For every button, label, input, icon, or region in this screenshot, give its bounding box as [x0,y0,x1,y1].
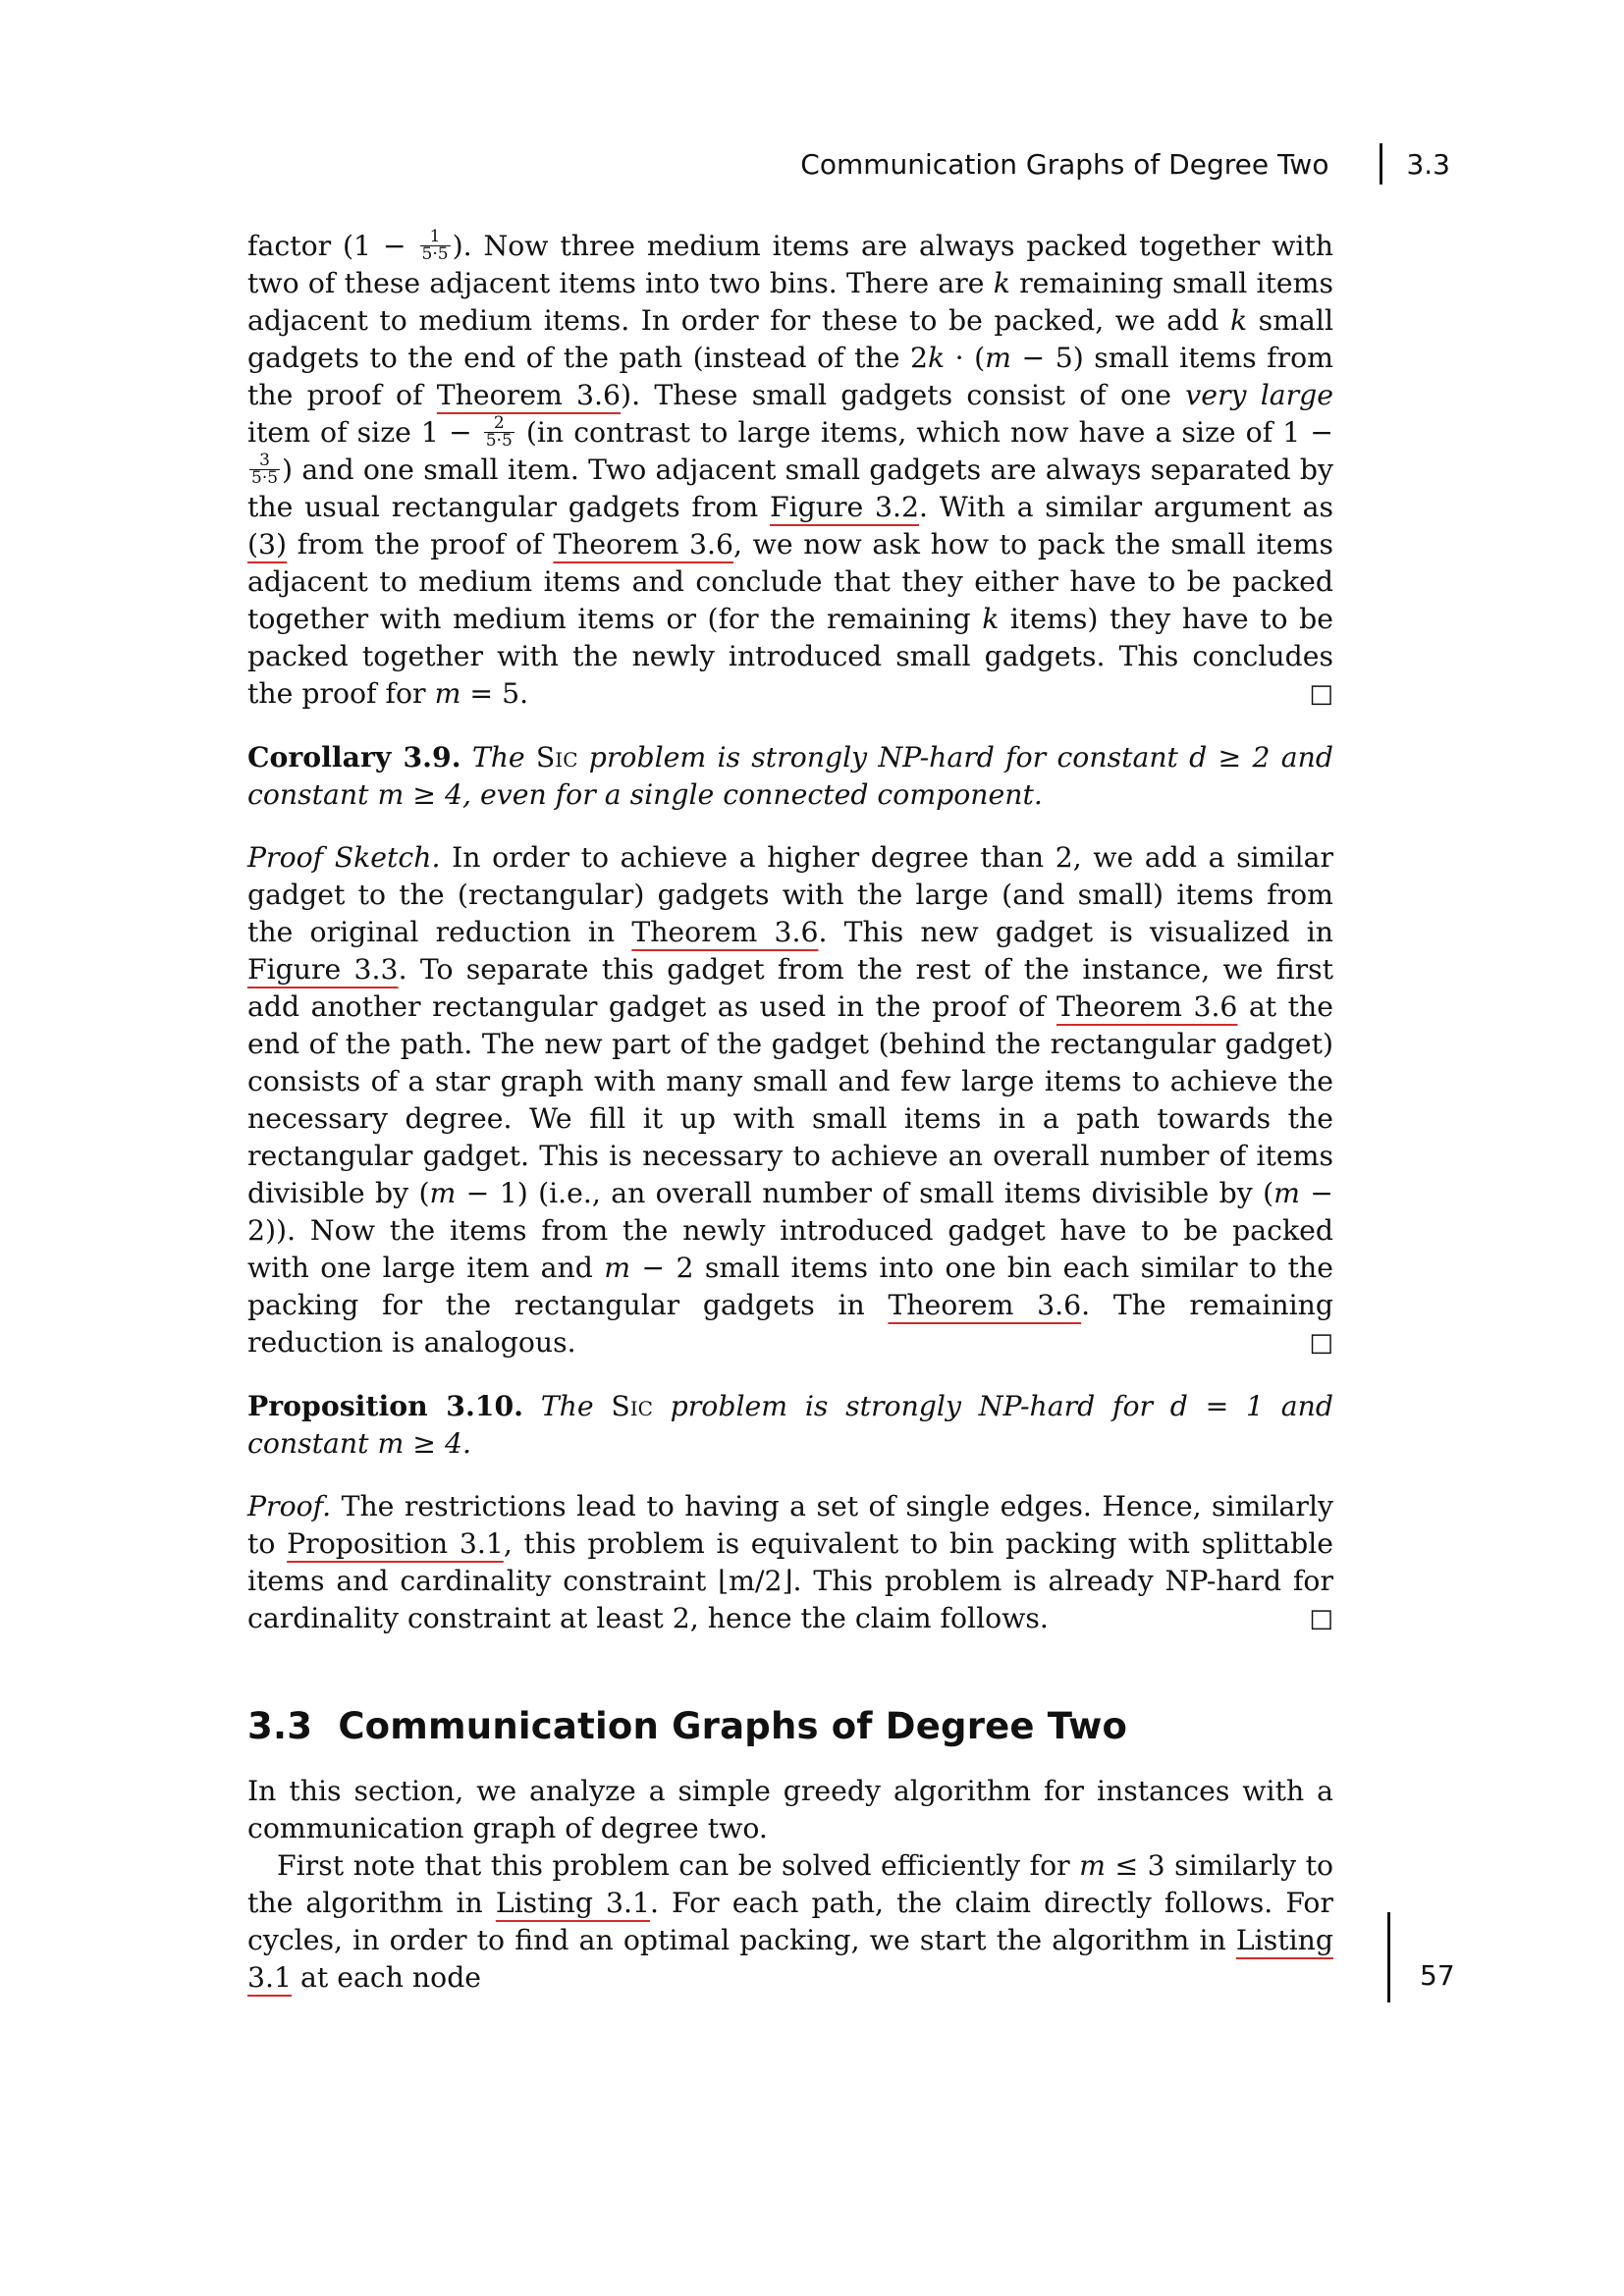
math-var: m [429,1177,457,1209]
text-run: . This new gadget is visualized in [818,916,1333,948]
corollary-label: Corollary 3.9. [247,740,461,774]
text-run: First note that this problem can be solved efficiently for [277,1849,1080,1882]
proposition-3-1-link[interactable]: Proposition 3.1 [287,1527,504,1560]
text-run: The restrictions lead to having a set of single edges. Hence, similarly to [247,1490,1333,1560]
problem-name: Sic [535,741,578,774]
fraction-numerator: 3 [249,453,280,470]
paragraph-continuation [247,228,1333,713]
equation-3-link[interactable]: (3) [247,528,288,561]
running-head-divider [1380,143,1382,185]
math-var: m [434,677,461,710]
qed-symbol: □ [1309,679,1333,709]
qed-symbol: □ [1309,1604,1333,1633]
math-var: k [982,603,1000,635]
text-run: . With a similar argument as [919,491,1333,523]
text-run: problem is strongly NP-hard for d = 1 and constant m ≥ 4. [247,1390,1333,1460]
math-var: m [604,1252,631,1284]
text-run: The [460,741,536,774]
running-head-section-number: 3.3 [1406,148,1450,181]
proof [247,1488,1333,1637]
text-run: − 2 small items into one bin each similar to the packing for the rectangular gadgets in [247,1252,1333,1321]
proof-sketch [247,839,1333,1362]
section-number: 3.3 [247,1705,313,1747]
page-number: 57 [1420,1959,1455,1992]
listing-3-1-link[interactable]: Listing 3.1 [495,1887,650,1919]
math-var: m [985,342,1011,374]
section-intro-paragraph: In this section, we analyze a simple greedy algorithm for instances with a communication graph of degree two. [247,1775,1333,1844]
text-run: from the proof of [287,528,554,561]
corollary-3-9 [247,738,1333,814]
text-run: . For each path, the claim directly follows. For cycles, in order to find an optimal packing, we start the algorithm in [247,1887,1333,1956]
section-paragraph [247,1847,1333,1997]
text-run: (in contrast to large items, which now have a size of 1 − [515,416,1334,449]
fraction-numerator: 1 [420,229,451,246]
text-run: ). Now three medium items are always packed together with two of these adjacent items into two bins. There are [247,230,1333,299]
theorem-3-6-link[interactable]: Theorem 3.6 [1056,990,1238,1023]
text-run: problem is strongly NP-hard for constant d ≥ 2 and constant m ≥ 4, even for a single connected component. [247,741,1333,811]
folio-divider [1387,1912,1390,2002]
math-var: k [927,342,946,374]
text-run: ) and one small item. Two adjacent small gadgets are always separated by the usual rectangular gadgets from [247,454,1333,523]
proof-label: Proof. [247,1490,332,1522]
text-run: = 5. [460,677,529,710]
text-run: . To separate this gadget from the rest of the instance, we first add another rectangular gadget as used in the proof of [247,953,1333,1023]
fraction [484,415,514,450]
fraction [249,453,280,487]
fraction-denominator: 5·5 [485,431,513,451]
section-heading [247,1702,1333,1751]
listing-3-1-link[interactable]: Listing 3.1 [247,1924,1333,1994]
proposition-3-10 [247,1387,1333,1463]
text-run: In order to achieve a higher degree than 2, we add a similar gadget to the (rectangular) gadgets with the large (and small) items from the original reduction in [247,841,1333,948]
section-title: Communication Graphs of Degree Two [338,1705,1128,1747]
text-run: − 2)). Now the items from the newly introduced gadget have to be packed with one large item and [247,1177,1333,1284]
text-run: , this problem is equivalent to bin packing with splittable items and cardinality constraint ⌊m/2⌋. This problem is already NP-hard for cardinality constraint at least 2, hence the claim follows. [247,1527,1333,1634]
text-run: items) they have to be packed together with the newly introduced small gadgets. This concludes the proof for [247,603,1333,710]
fraction-denominator: 5·5 [251,468,279,488]
theorem-3-6-link[interactable]: Theorem 3.6 [553,528,733,561]
figure-3-3-link[interactable]: Figure 3.3 [247,953,399,986]
text-run: item of size 1 − [247,416,482,449]
theorem-3-6-link[interactable]: Theorem 3.6 [888,1289,1082,1321]
math-var: m [1079,1849,1107,1882]
text-run: ≤ 3 similarly to the algorithm in [247,1849,1333,1919]
fraction-denominator: 5·5 [421,244,449,264]
text-run: − 5) small items from the proof of [247,342,1333,411]
fraction [420,229,451,263]
problem-name: Sic [611,1390,653,1422]
text-run: remaining small items adjacent to medium items. In order for these to be packed, we add [247,267,1334,337]
body-text [247,228,1333,1997]
text-run: factor (1 − [247,230,418,262]
theorem-3-6-link[interactable]: Theorem 3.6 [631,916,819,948]
text-run: . The remaining reduction is analogous. [247,1289,1333,1359]
text-run: − 1) (i.e., an overall number of small items divisible by ( [456,1177,1274,1209]
text-run: at each node [292,1961,482,1994]
theorem-3-6-link[interactable]: Theorem 3.6 [436,379,622,411]
text-run: ). These small gadgets consist of one [621,379,1186,411]
math-var: k [1229,304,1248,337]
figure-3-2-link[interactable]: Figure 3.2 [769,491,920,523]
running-head-title: Communication Graphs of Degree Two [800,148,1329,181]
proof-sketch-label: Proof Sketch. [247,841,441,874]
text-run: at the end of the path. The new part of the gadget (behind the rectangular gadget) consists of a star graph with many small and few large items to achieve the necessary degree. We fill it up with small items in a path towards the rectangular gadget. This is necessary to achieve an overall number of items divisible by ( [247,990,1334,1209]
text-run: , we now ask how to pack the small items adjacent to medium items and conclude that they either have to be packed together with medium items or (for the remaining [247,528,1333,635]
fraction-numerator: 2 [484,415,514,433]
proposition-label: Proposition 3.10. [247,1389,524,1422]
math-var: k [993,267,1010,299]
running-head [800,143,1450,187]
qed-symbol: □ [1309,1328,1333,1358]
emphasis: very large [1185,379,1334,411]
text-run: · ( [945,342,986,374]
text-run: The [523,1390,612,1422]
text-run: small gadgets to the end of the path (instead of the 2 [247,304,1333,374]
math-var: m [1273,1177,1300,1209]
